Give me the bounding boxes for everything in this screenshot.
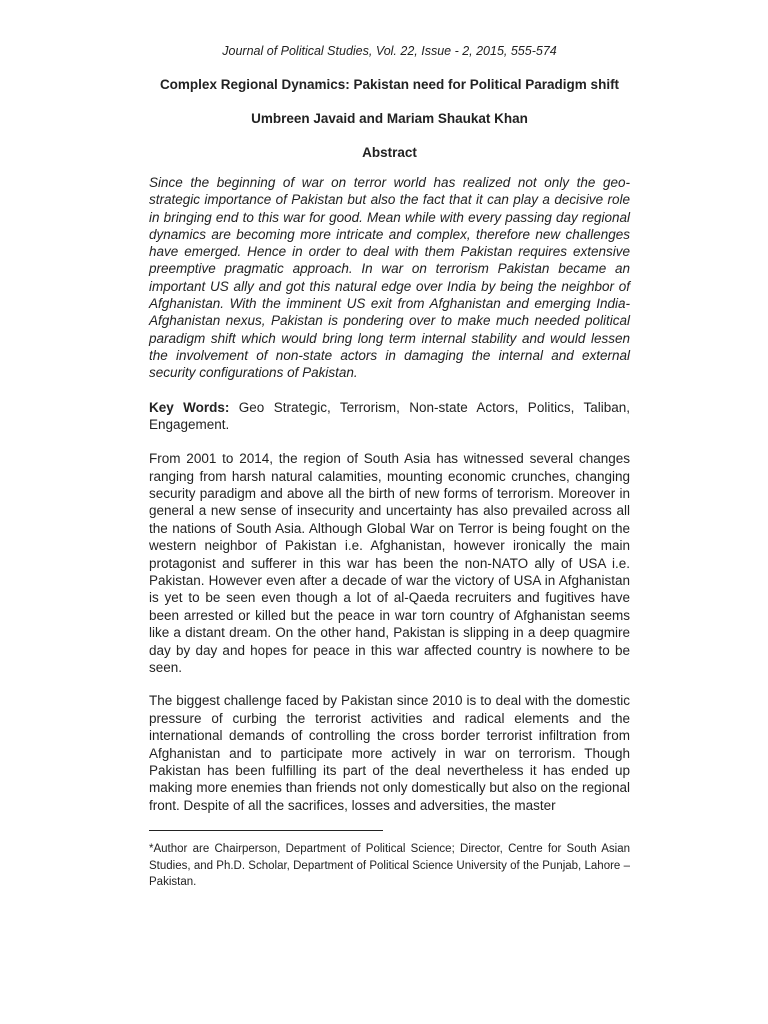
keywords <box>149 399 630 434</box>
body-paragraph-2: The biggest challenge faced by Pakistan since 2010 is to deal with the domestic pressure of curbing the terrorist activities and radical elements and the international demands of controlling the cross border terrorist infiltration from Afghanistan and to participate more actively in war on terrorism. Though Pakistan has been fulfilling its part of the deal nevertheless it has ended up making more enemies than friends not only domestically but also on the regional front. Despite of all the sacrifices, losses and adversities, the master <box>149 693 630 813</box>
abstract-heading: Abstract <box>362 145 417 160</box>
paper-title: Complex Regional Dynamics: Pakistan need for Political Paradigm shift <box>159 77 620 92</box>
keywords-text: Geo Strategic, Terrorism, Non-state Actors, Politics, Taliban, Engagement. <box>149 399 630 432</box>
keywords-label: Key Words: <box>149 399 230 415</box>
abstract-text: Since the beginning of war on terror world has realized not only the geo-strategic importance of Pakistan but also the fact that it can play a decisive role in bringing end to this war for good. Mean while with every passing day regional dynamics are becoming more intricate and complex, therefore new challenges have emerged. Hence in order to deal with them Pakistan requires extensive preemptive pragmatic approach. In war on terrorism Pakistan became an important US ally and got this natural edge over India by being the neighbor of Afghanistan. With the imminent US exit from Afghanistan and emerging India-Afghanistan nexus, Pakistan is pondering over to make much needed political paradigm shift which would bring long term internal stability and would lessen the involvement of non-state actors in damaging the internal and external security configurations of Pakistan. <box>149 175 630 381</box>
author-footnote: *Author are Chairperson, Department of Political Science; Director, Centre for South Asian Studies, and Ph.D. Scholar, Department of Political Science University of the Punjab, Lahore – Pakistan. <box>149 843 630 889</box>
author-list: Umbreen Javaid and Mariam Shaukat Khan <box>251 111 528 126</box>
footnote-divider <box>149 830 383 831</box>
body-paragraph-1: From 2001 to 2014, the region of South Asia has witnessed several changes ranging from harsh natural calamities, mounting economic crunches, changing security paradigm and above all the birth of new forms of terrorism. Moreover in general a new sense of insecurity and uncertainty has also prevailed across all the nations of South Asia. Although Global War on Terror is being fought on the western neighbor of Pakistan i.e. Afghanistan, however ironically the main protagonist and sufferer in this war has been the non-NATO ally of USA i.e. Pakistan. However even after a decade of war the victory of USA in Afghanistan is yet to be seen even though a lot of al-Qaeda recruiters and fugitives have been arrested or killed but the peace in war torn country of Afghanistan seems like a distant dream. On the other hand, Pakistan is slipping in a deep quagmire day by day and hopes for peace in this war affected country is nowhere to be seen. <box>149 451 630 676</box>
journal-citation: Journal of Political Studies, Vol. 22, Issue - 2, 2015, 555-574 <box>222 44 557 58</box>
